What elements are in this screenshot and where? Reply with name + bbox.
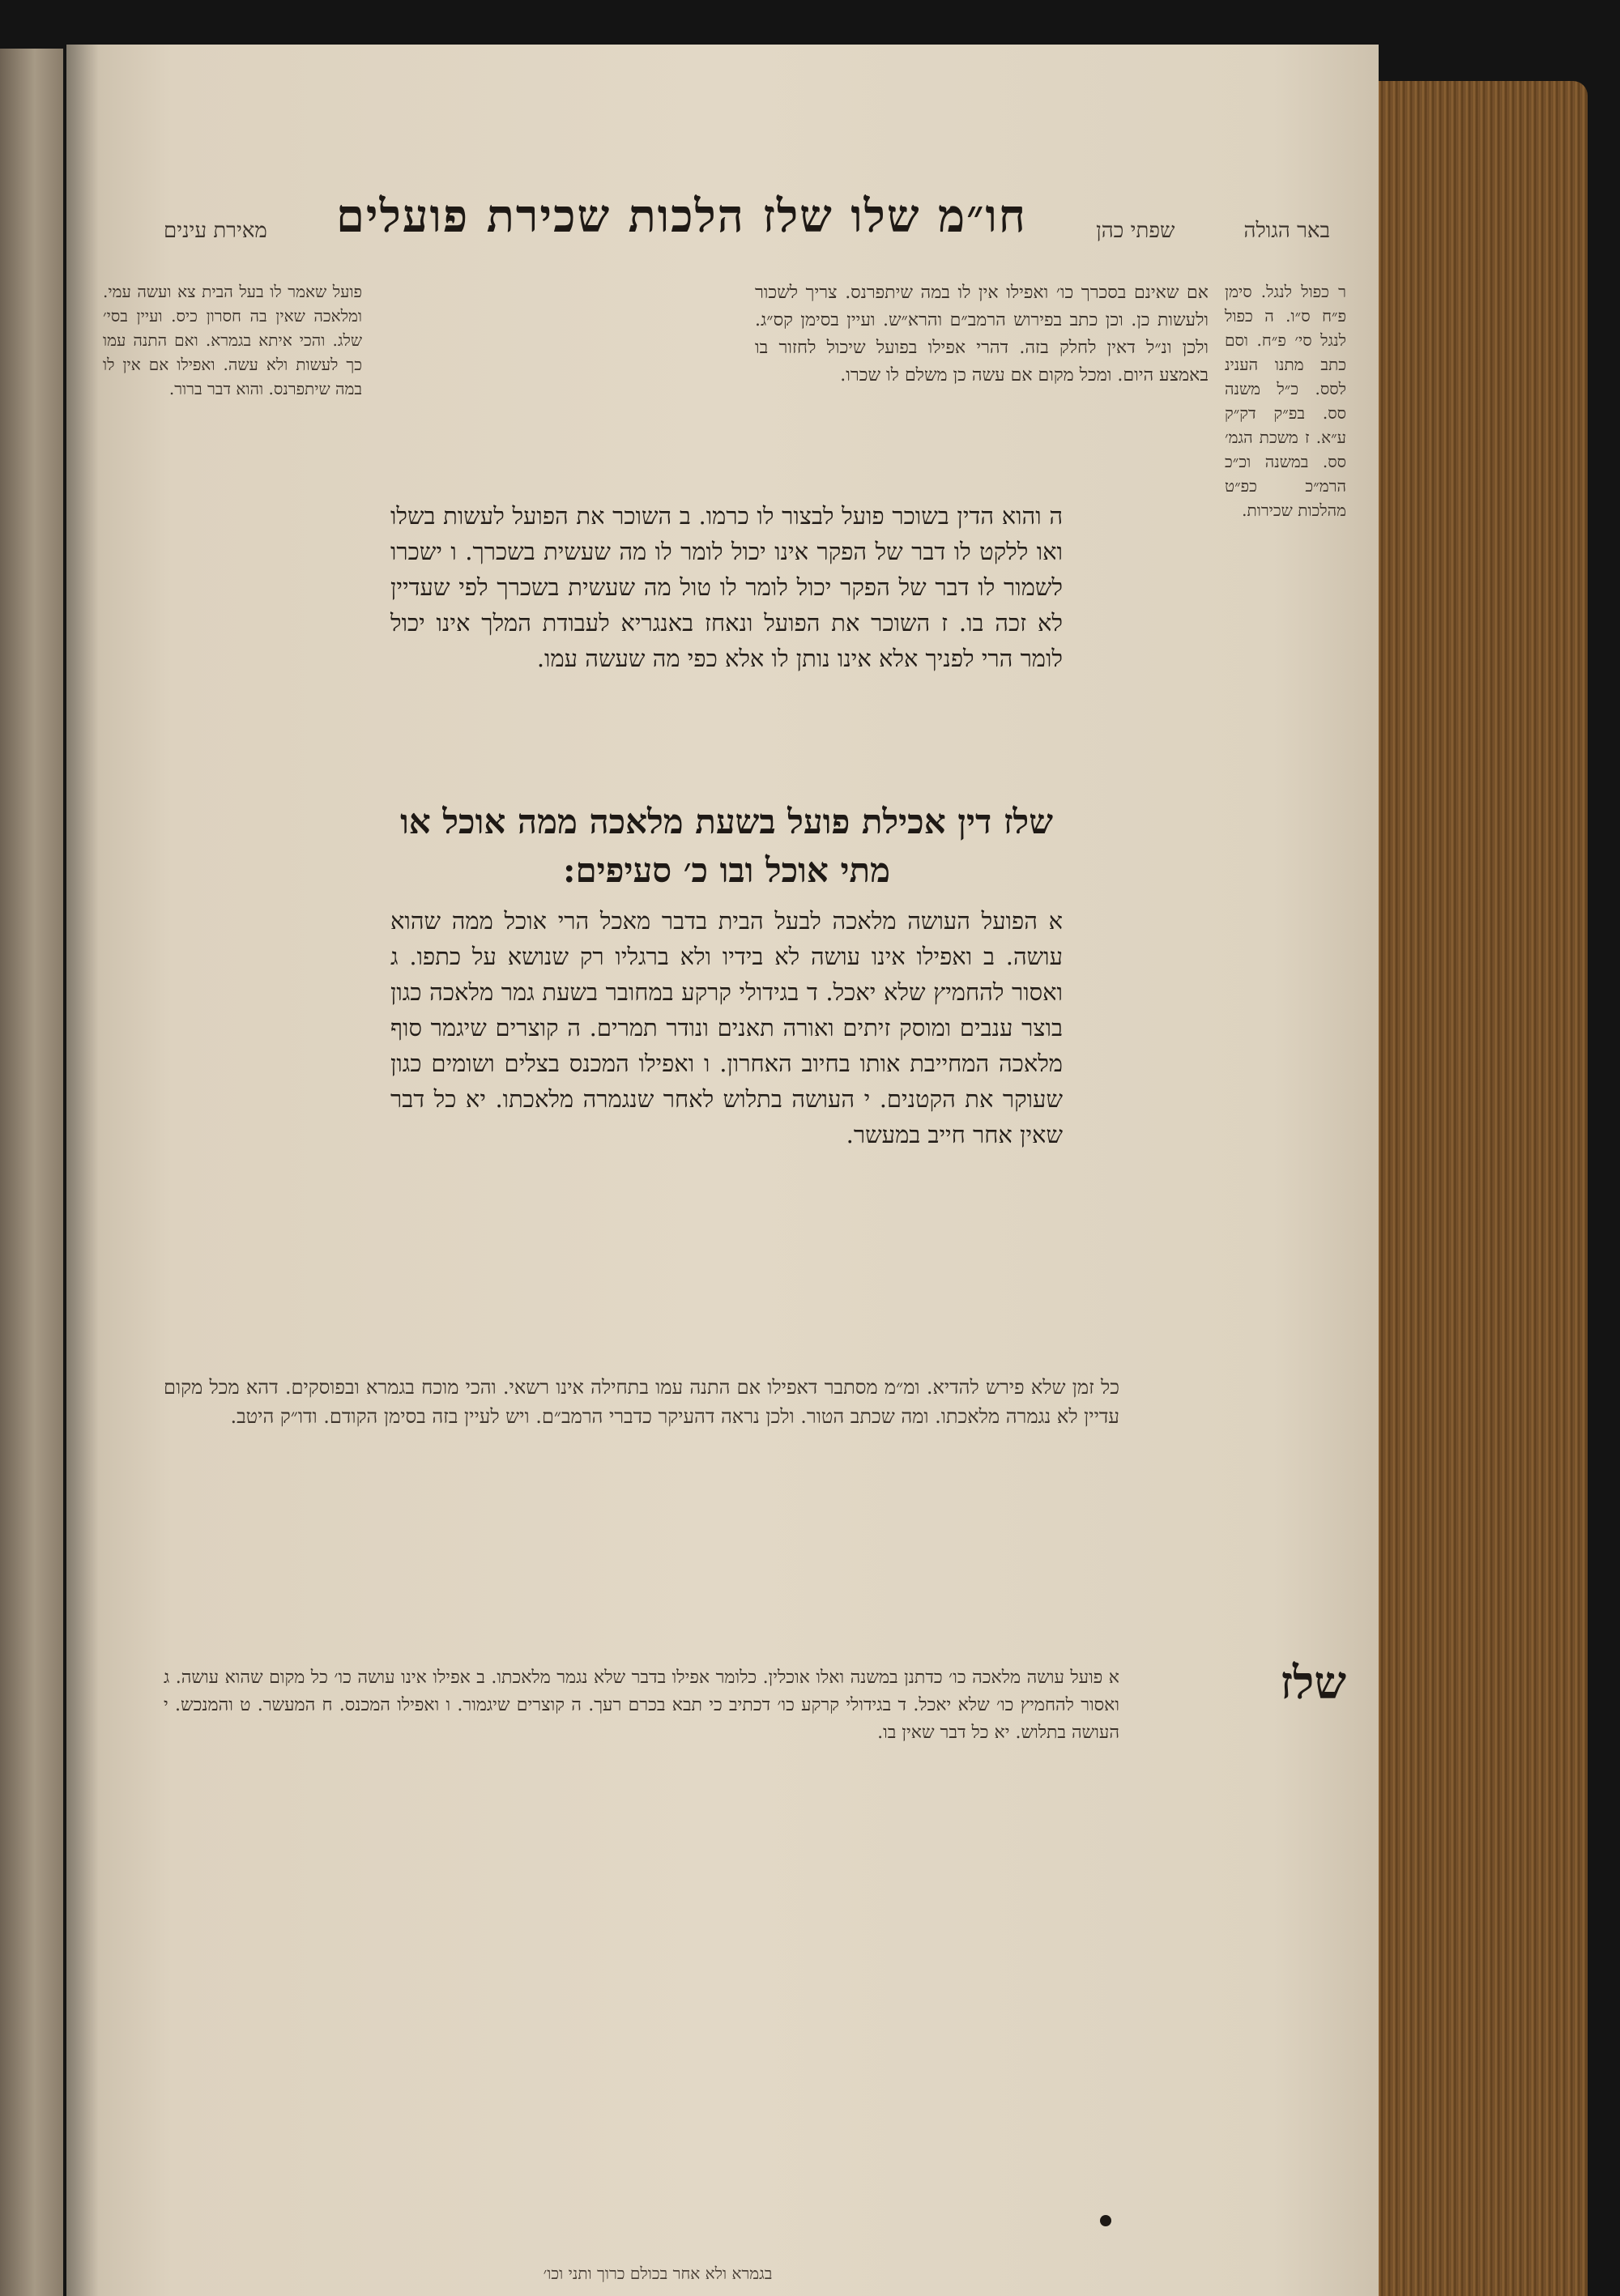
lower-commentary: כל זמן שלא פירש להדיא. ומ״מ מסתבר דאפילו אם התנה עמו בתחילה אינו רשאי. והכי מוכח בגמרא ובפוסקים. דהא מכל מקום עדיין לא נגמרה מלאכתו. ומה שכתב הטור. ולכן נראה דהעיקר כדברי הרמב״ם. ויש לעיין בזה בסימן הקודם. ודו״ק היטב. <box>164 1376 1120 1428</box>
page-fore-edge <box>1377 81 1588 2296</box>
header-left-label: באר הגולה <box>1243 219 1330 243</box>
book-page <box>66 45 1379 2296</box>
bottom-commentary: א פועל עושה מלאכה כו׳ כדתנן במשנה ואלו אוכלין. כלומר אפילו בדבר שלא נגמר מלאכתו. ב אפילו אינו עושה כו׳ כל מקום שהוא עושה. ג ואסור להחמיץ כו׳ שלא יאכל. ד בגידולי קרקע כו׳ דכתיב כי תבא בכרם רעך. ה קוצרים שיגמור. ו ואפילו המכנס. ח המעשר. ט והמנכש. י העושה בתלוש. יא כל דבר שאין בו. <box>164 1668 1119 1743</box>
left-commentary-column: פועל שאמר לו בעל הבית צא ועשה עמי. ומלאכה שאין בה חסרון כיס. ועיין בסי׳ שלג. והכי איתא בגמרא. ואם התנה עמו כך לעשות ולא עשה. ואפילו אם אין לו במה שיתפרנס. והוא דבר ברור. <box>103 282 362 398</box>
side-siman-mark <box>1281 1656 1346 1710</box>
commentary-column: אם שאינם בסכרך כו׳ ואפילו אין לו במה שיתפרנס. צריך לשכור ולעשות כן. וכן כתב בפירוש הרמב״ם והרא״ש. ועיין בסימן קס״ג. ולכן ונ״ל דאין לחלק בזה. דהרי אפילו בפועל שיכול לחזור בו באמצע היום. ומכל מקום אם עשה כן משלם לו שכרו. <box>755 283 1209 386</box>
ink-dot <box>1100 2215 1111 2226</box>
left-page-edge <box>0 49 63 2296</box>
margin-note: ר כפול לנגל. סימן פ״ח ס״ו. ה כפול לנגל סי׳ פ״ח. וסם כתב מתנו הענינ לסס. כ״ל משנה סס. בפ״ק דק״ק ע״א. ז משכת הגמ׳ סס. במשנה וכ״כ הרמ״כ כפ״ט מהלכות שכירות. <box>1225 282 1346 520</box>
header-commentary-label: שפתי כהן <box>1096 219 1175 243</box>
main-text-block-2: א הפועל העושה מלאכה לבעל הבית בדבר מאכל הרי אוכל ממה שהוא עושה. ב ואפילו אינו עושה לא בידיו ולא ברגליו רק שנושא על כתפו. ג ואסור להחמיץ שלא יאכל. ד בגידולי קרקע במחובר בשעת גמר מלאכה כגון בוצר ענבים ומוסק זיתים ואורה תאנים ונודר תמרים. ה קוצרים שיגמר סוף מלאכה המחייבת אותו בחיוב האחרון. ו ואפילו המכנס בצלים ושומים כגון שעוקר את הקטנים. י העושה בתלוש לאחר שנגמרה מלאכתו. יא כל דבר שאין אחר חייב במעשר. <box>390 907 1063 1148</box>
running-head: חו״מ שלו שלז הלכות שכירת פועלים <box>335 190 1027 243</box>
section-heading: שלז דין אכילת פועל בשעת מלאכה ממה אוכל או מתי אוכל ובו כ׳ סעיפים: <box>400 802 1053 890</box>
main-text-block: ה והוא הדין בשוכר פועל לבצור לו כרמו. ב השוכר את הפועל לעשות בשלו ואו ללקט לו דבר של הפקר אינו יכול לומר לו מה שעשית בשכרך. ו ישכרו לשמור לו דבר של הפקר יכול לומר לו טול מה שעשית בשכרך לפי שעדיין לא זכה בו. ז השוכר את הפועל ונאחז באנגריא לעבודת המלך אינו יכול לומר הרי לפניך אלא אינו נותן לו אלא כפי מה שעשה עמו. <box>390 502 1063 672</box>
footer-line: בגמרא ולא אחר בכולם כרוך ותני וכו׳ <box>543 2264 773 2283</box>
page-header <box>164 154 1330 243</box>
siman-number: שלז <box>1280 1656 1346 1710</box>
gutter-shadow <box>66 45 99 2296</box>
header-right-label: מאירת עינים <box>164 219 267 243</box>
